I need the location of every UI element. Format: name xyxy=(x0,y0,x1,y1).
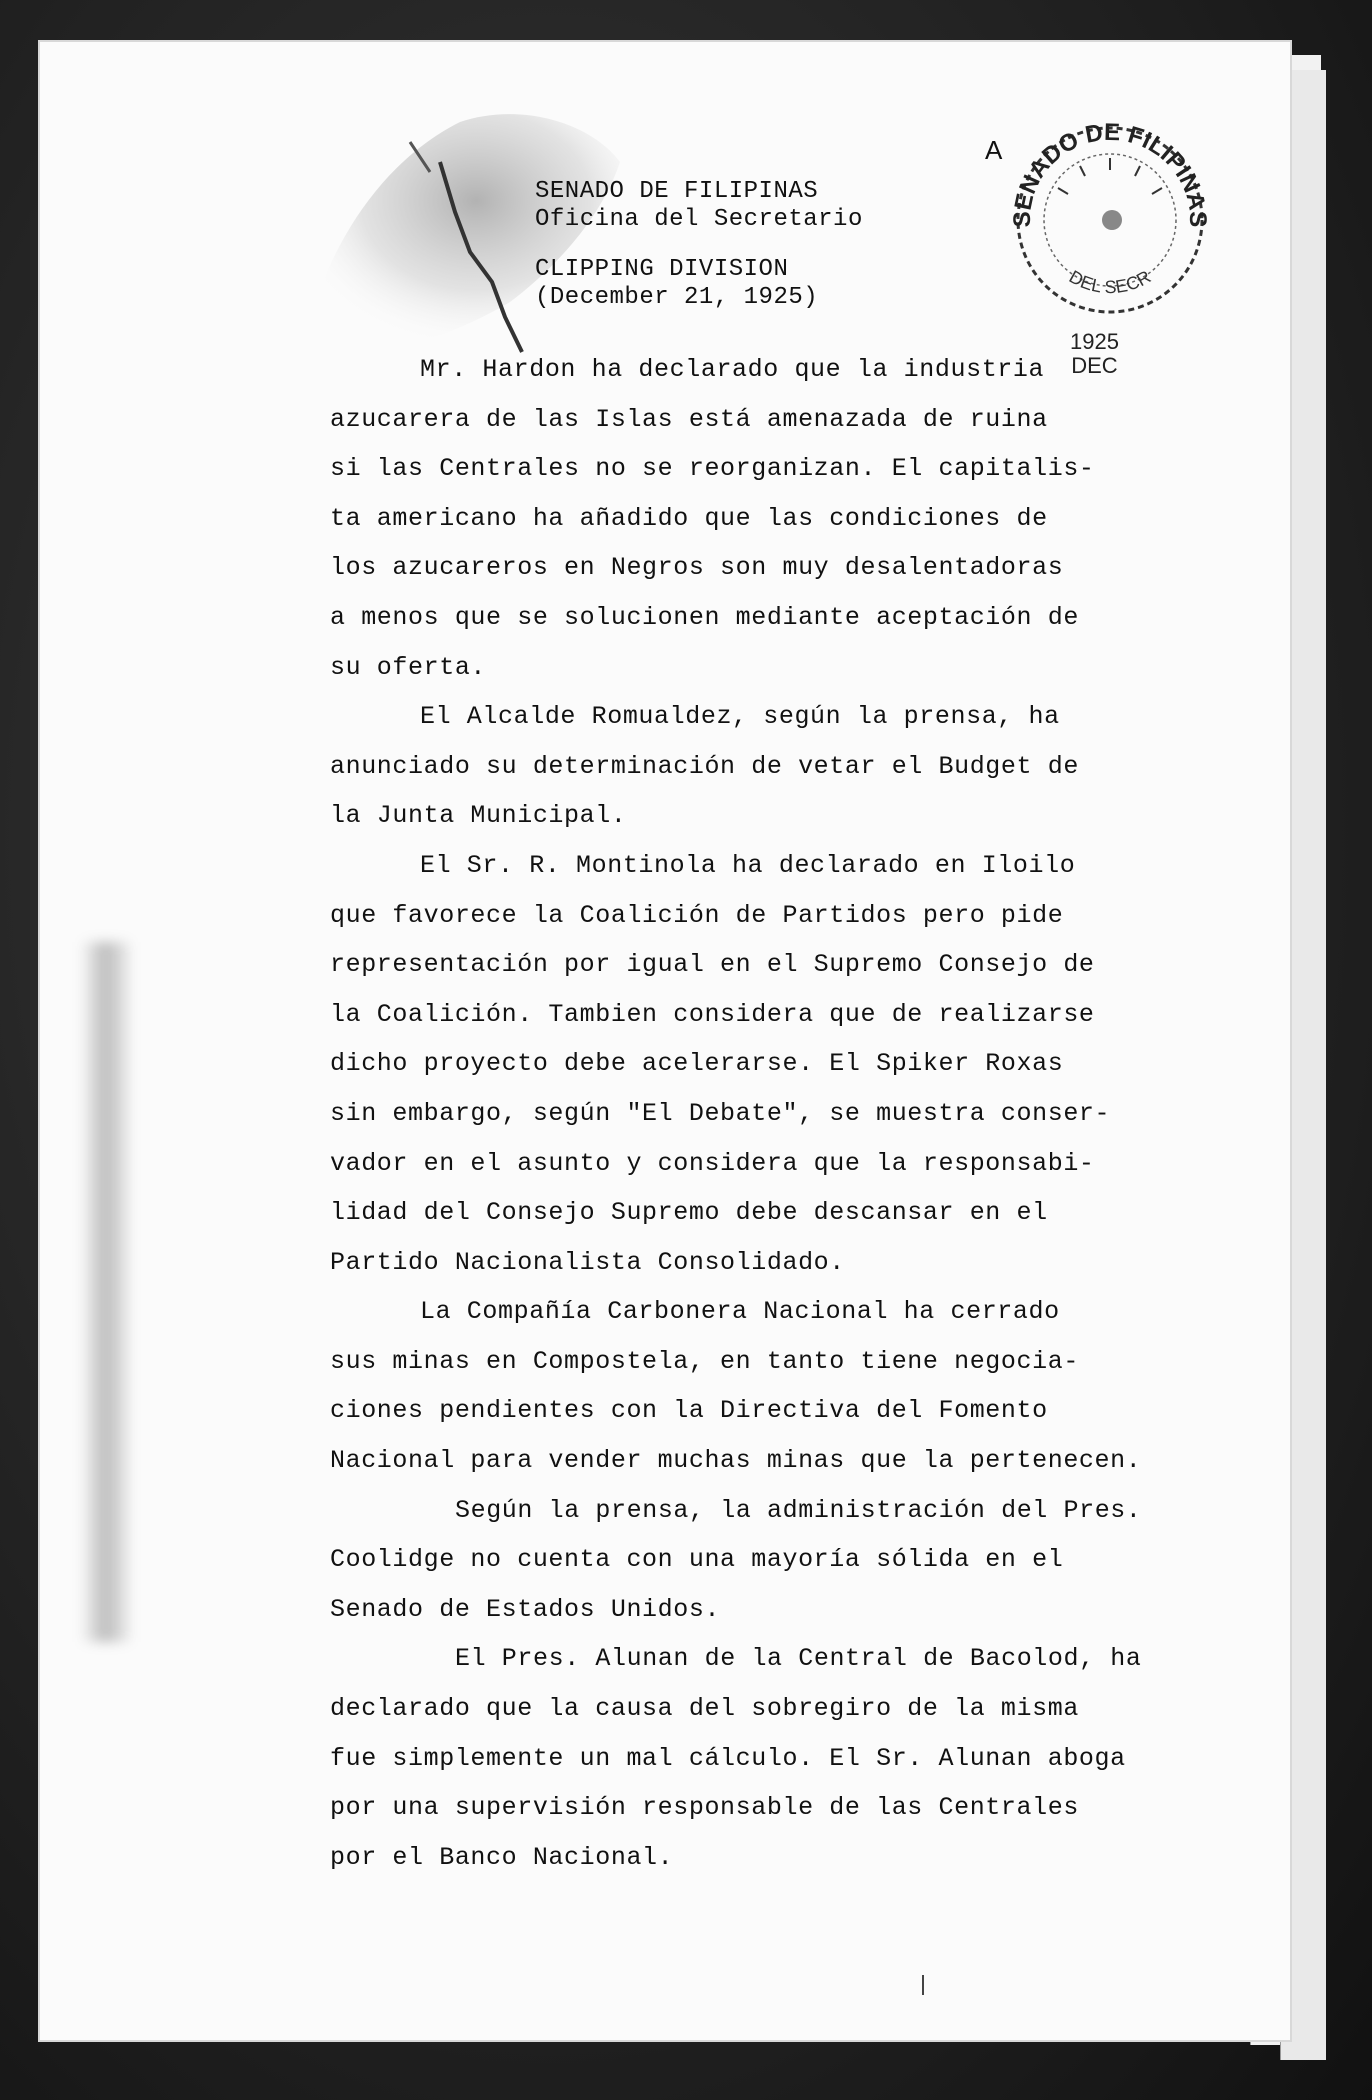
body-line: a menos que se solucionen mediante aceptación de xyxy=(330,602,1079,632)
body-line: La Compañía Carbonera Nacional ha cerrado xyxy=(420,1297,1060,1327)
body-line: ciones pendientes con la Directiva del Fomento xyxy=(330,1396,1048,1426)
stamp-month: DEC xyxy=(1071,353,1118,378)
body-text xyxy=(330,345,1230,1882)
body-line: El Alcalde Romualdez, según la prensa, ha xyxy=(420,702,1060,732)
body-line: la Coalición. Tambien considera que de realizarse xyxy=(330,999,1095,1029)
body-line: representación por igual en el Supremo Consejo de xyxy=(330,950,1095,980)
document-date: (December 21, 1925) xyxy=(535,284,819,311)
body-line: Partido Nacionalista Consolidado. xyxy=(330,1247,845,1277)
office-title: Oficina del Secretario xyxy=(535,206,863,233)
body-line: los azucareros en Negros son muy desalentadoras xyxy=(330,553,1064,583)
body-line: sus minas en Compostela, en tanto tiene negocia- xyxy=(330,1346,1079,1376)
body-line: Mr. Hardon ha declarado que la industria xyxy=(420,355,1045,384)
body-line: vador en el asunto y considera que la responsabi- xyxy=(330,1148,1095,1178)
body-line: lidad del Consejo Supremo debe descansar en el xyxy=(330,1198,1048,1228)
stamp-ring-text: SENADO DE FILIPINAS xyxy=(1008,118,1212,228)
body-line: El Pres. Alunan de la Central de Bacolod, ha xyxy=(455,1644,1142,1674)
stamp-year: 1925 xyxy=(1070,329,1119,354)
body-line: sin embargo, según "El Debate", se muestra conser- xyxy=(330,1098,1111,1128)
body-line: Según la prensa, la administración del Pres. xyxy=(455,1495,1142,1525)
senate-title: SENADO DE FILIPINAS xyxy=(535,178,819,205)
body-line: declarado que la causa del sobregiro de la misma xyxy=(330,1694,1079,1724)
division-title: CLIPPING DIVISION xyxy=(535,256,789,283)
body-line: ta americano ha añadido que las condiciones de xyxy=(330,503,1048,533)
body-line: que favorece la Coalición de Partidos pero pide xyxy=(330,900,1064,930)
body-line: El Sr. R. Montinola ha declarado en Iloilo xyxy=(420,850,1076,880)
body-line: Nacional para vender muchas minas que la pertenecen. xyxy=(330,1446,1142,1476)
body-line: Senado de Estados Unidos. xyxy=(330,1594,721,1624)
body-line: por una supervisión responsable de las Centrales xyxy=(330,1793,1079,1823)
body-line: Coolidge no cuenta con una mayoría sólida en el xyxy=(330,1545,1064,1575)
document-page xyxy=(40,42,1290,2040)
stamp-bottom-text: DEL SECR xyxy=(1065,266,1155,298)
body-line: su oferta. xyxy=(330,652,487,682)
body-line: la Junta Municipal. xyxy=(330,801,627,831)
body-line: azucarera de las Islas está amenazada de ruina xyxy=(330,404,1048,434)
body-line: fue simplemente un mal cálculo. El Sr. Alunan aboga xyxy=(330,1743,1126,1773)
body-line: si las Centrales no se reorganizan. El capitalis- xyxy=(330,454,1095,484)
body-line: por el Banco Nacional. xyxy=(330,1842,674,1872)
bottom-mark xyxy=(922,1975,924,1995)
margin-letter: A xyxy=(985,135,1003,165)
body-line: anunciado su determinación de vetar el Budget de xyxy=(330,751,1079,781)
body-line: dicho proyecto debe acelerarse. El Spiker Roxas xyxy=(330,1049,1064,1079)
header-block xyxy=(535,178,863,312)
senate-received-stamp xyxy=(1000,110,1220,330)
